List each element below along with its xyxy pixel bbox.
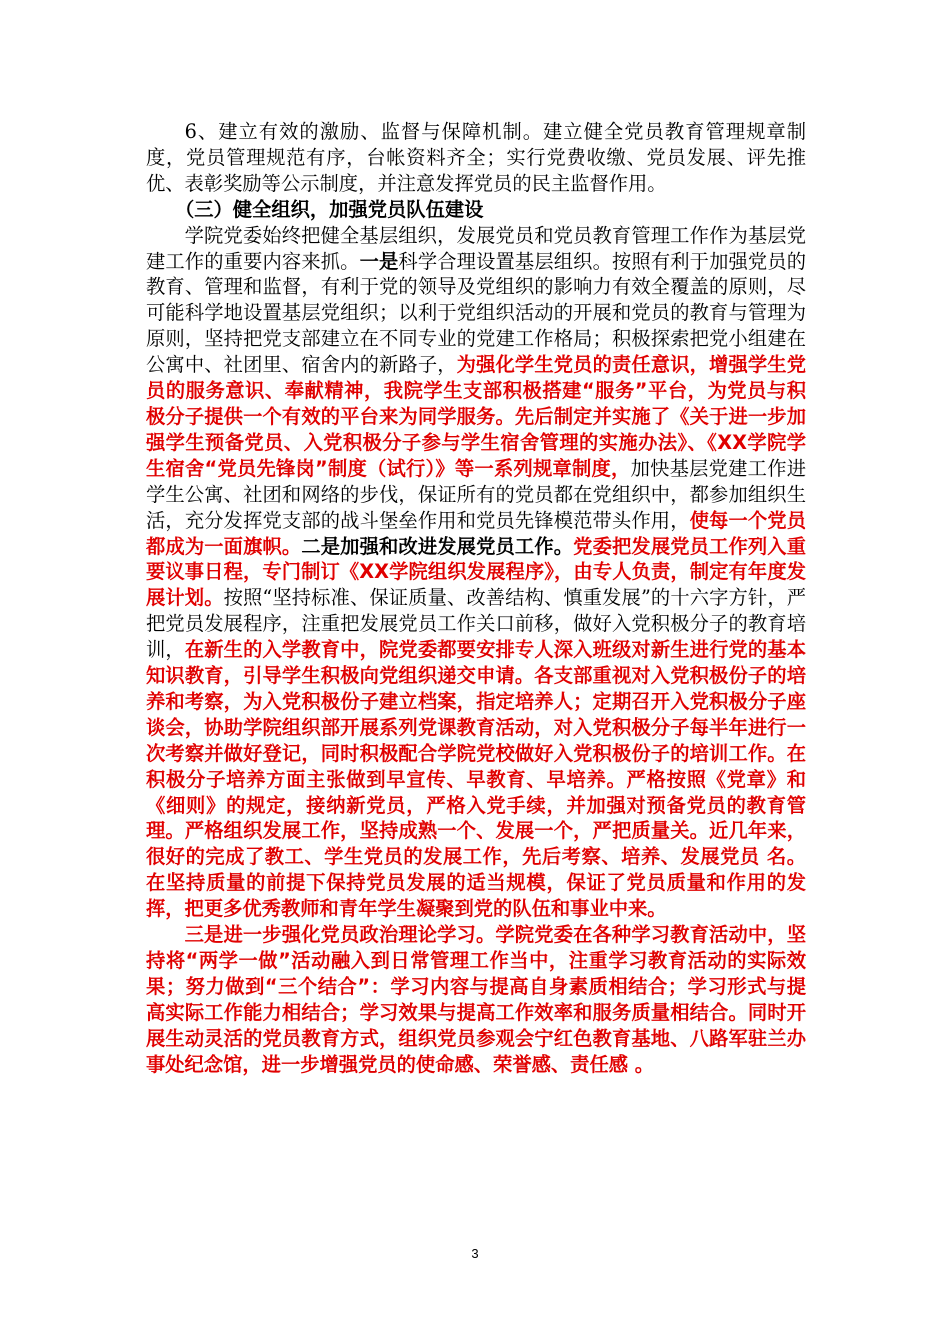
text-run-bold: 二是加强和改进发展党员工作。 xyxy=(301,534,574,558)
text-run-highlight: 学院党委在各种学习教育活动中，坚持将“两学一做”活动融入到日常管理工作当中，注重学习教育活动的实际效果；努力做到“三个结合”：学习内容与提高自身素质相结合；学习形式与提高实际工作能力相结合；学习效果与提高工作效率和服务质量相结合。同时开展生动灵活的党员教育方式，组织党员参观会宁红色教育基地、八路军驻兰办事处纪念馆，进一步增强党员的使命感、荣誉感、责任感 。 xyxy=(146,923,807,1076)
text-run: 加快基层党建工作进学生公寓、社团和网络的步伐，保证所有的党员都在党组织中，都参加组织生活，充分发挥党支部的战斗堡垒作用和党员先锋模范带头作用， xyxy=(146,456,806,532)
paragraph-organization xyxy=(146,223,806,922)
document-body xyxy=(146,119,806,1078)
text-run-highlight: 三是进一步强化党员政治理论学习。 xyxy=(184,923,496,947)
text-run: 按照“坚持标准、保证质量、改善结构、慎重发展”的十六字方针，严把党员发展程序，注重把发展党员工作关口前移，做好入党积极分子的教育培训， xyxy=(146,586,807,662)
paragraph-incentive-mechanism xyxy=(146,119,806,197)
paragraph-political-study xyxy=(146,922,806,1077)
text-run-highlight: 为强化学生党员的责任意识，增强学生党员的服务意识、奉献精神，我院学生支部积极搭建“服务”平台，为党员与积极分子提供一个有效的平台来为同学服务。先后制定并实施了《关于进一步加强学生预备党员、入党积极分子参与学生宿舍管理的实施办法》、《XX学院学生宿舍“党员先锋岗”制度（试行）》等一系列规章制度， xyxy=(146,353,807,480)
text-run: 学院党委始终把健全基层组织，发展党员和党员教育管理工作作为基层党建工作的重要内容来抓。 xyxy=(146,223,806,273)
page-number: 3 xyxy=(471,1246,479,1261)
text-run: 科学合理设置基层组织。按照有利于加强党员的教育、管理和监督，有利于党的领导及党组织的影响力有效全覆盖的原则，尽可能科学地设置基层党组织；以利于党组织活动的开展和党员的教育与管理为原则，坚持把党支部建立在不同专业的党建工作格局；积极探索把党小组建在公寓中、社团里、宿舍内的新路子， xyxy=(146,249,807,377)
section-heading: （三）健全组织，加强党员队伍建设 xyxy=(174,197,484,221)
paragraph-text: 6、建立有效的激励、监督与保障机制。建立健全党员教育管理规章制度，党员管理规范有序，台帐资料齐全；实行党费收缴、党员发展、评先推优、表彰奖励等公示制度，并注意发挥党员的民主监督作用。 xyxy=(146,120,806,195)
text-run-highlight: 在新生的入学教育中，院党委都要安排专人深入班级对新生进行党的基本知识教育，引导学生积极向党组织递交申请。各支部重视对入党积极份子的培养和考察，为入党积极份子建立档案，指定培养人；定期召开入党积极分子座谈会，协助学院组织部开展系列党课教育活动，对入党积极分子每半年进行一次考察并做好登记，同时积极配合学院党校做好入党积极份子的培训工作。在积极分子培养方面主张做到早宣传、早教育、早培养。严格按照《党章》和《细则》的规定，接纳新党员，严格入党手续，并加强对预备党员的教育管理。严格组织发展工作，坚持成熟一个、发展一个，严把质量关。近几年来，很好的完成了教工、学生党员的发展工作，先后考察、培养、发展党员 名。在坚持质量的前提下保持党员发展的适当规模，保证了党员质量和作用的发挥，把更多优秀教师和青年学生凝聚到党的队伍和事业中来。 xyxy=(146,638,807,921)
text-run-highlight: 党委把发展党员工作列入重要议事日程，专门制订《XX学院组织发展程序》，由专人负责，制定有年度发展计划。 xyxy=(146,534,807,610)
text-run-bold: 一是 xyxy=(359,249,399,273)
text-run-highlight: 使每一个党员都成为一面旗帜。 xyxy=(146,508,807,558)
